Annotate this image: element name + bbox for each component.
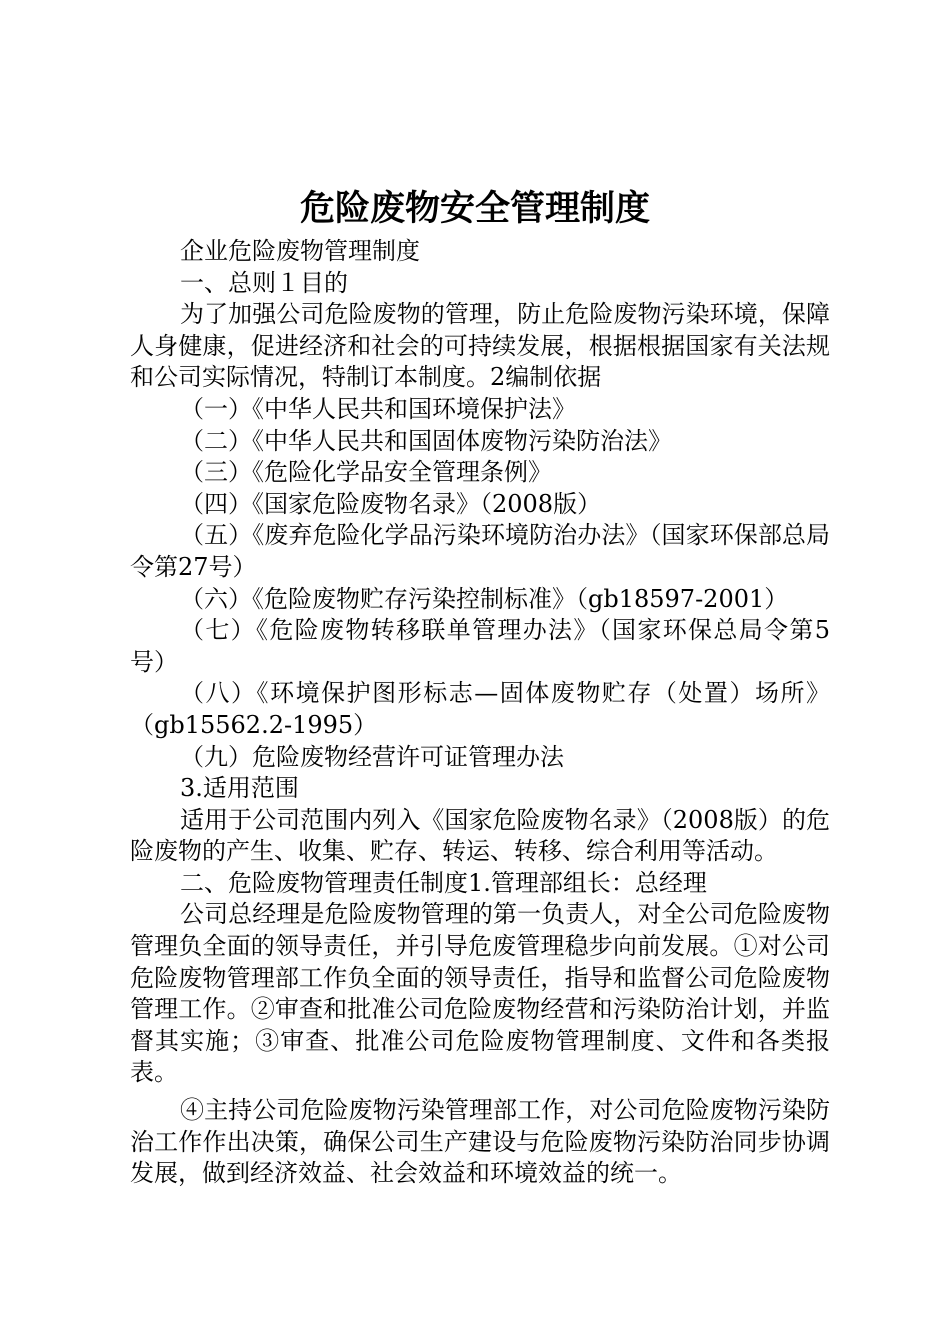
paragraph-general-manager-duty-4: ④主持公司危险废物污染管理部工作，对公司危险废物污染防治工作作出决策，确保公司生产建设与危险废物污染防治同步协调发展，做到经济效益、社会效益和环境效益的统一。	[130, 1096, 830, 1188]
paragraph-basis-5: （五）《废弃危险化学品污染环境防治办法》（国家环保部总局令第27号）	[130, 521, 830, 581]
paragraph-responsibility-heading: 二、危险废物管理责任制度1.管理部组长：总经理	[180, 868, 707, 897]
paragraph-scope: 适用于公司范围内列入《国家危险废物名录》（2008版）的危险废物的产生、收集、贮存、转运、转移、综合利用等活动。	[130, 805, 830, 866]
paragraph-scope-heading: 3.适用范围	[180, 774, 299, 803]
paragraph-basis-2: （二）《中华人民共和国固体废物污染防治法》	[180, 426, 672, 455]
paragraph-basis-9: （九）危险废物经营许可证管理办法	[180, 742, 564, 771]
paragraph-basis-1: （一）《中华人民共和国环境保护法》	[180, 394, 576, 423]
paragraph-general-manager-duties: 公司总经理是危险废物管理的第一负责人，对全公司危险废物管理负全面的领导责任，并引导危废管理稳步向前发展。①对公司危险废物管理部工作负全面的领导责任，指导和监督公司危险废物管理工作。②审查和批准公司危险废物经营和污染防治计划，并监督其实施；③审查、批准公司危险废物管理制度、文件和各类报表。	[130, 900, 830, 1087]
paragraph-purpose: 为了加强公司危险废物的管理，防止危险废物污染环境，保障人身健康，促进经济和社会的可持续发展，根据根据国家有关法规和公司实际情况，特制订本制度。2编制依据	[130, 300, 830, 392]
document-title: 危险废物安全管理制度	[299, 189, 650, 229]
paragraph-basis-4: （四）《国家危险废物名录》（2008版）	[180, 489, 602, 518]
paragraph-basis-8: （八）《环境保护图形标志—固体废物贮存（处置）场所》（gb15562.2-1995）	[130, 679, 830, 739]
document-body	[130, 236, 830, 1190]
paragraph-general-principles: 一、总则１目的	[180, 268, 348, 297]
paragraph-basis-6: （六）《危险废物贮存污染控制标准》（gb18597-2001）	[180, 584, 789, 613]
paragraph-heading: 企业危险废物管理制度	[180, 237, 420, 265]
paragraph-basis-3: （三）《危险化学品安全管理条例》	[180, 458, 552, 487]
paragraph-basis-7: （七）《危险废物转移联单管理办法》（国家环保总局令第5号）	[130, 616, 830, 676]
